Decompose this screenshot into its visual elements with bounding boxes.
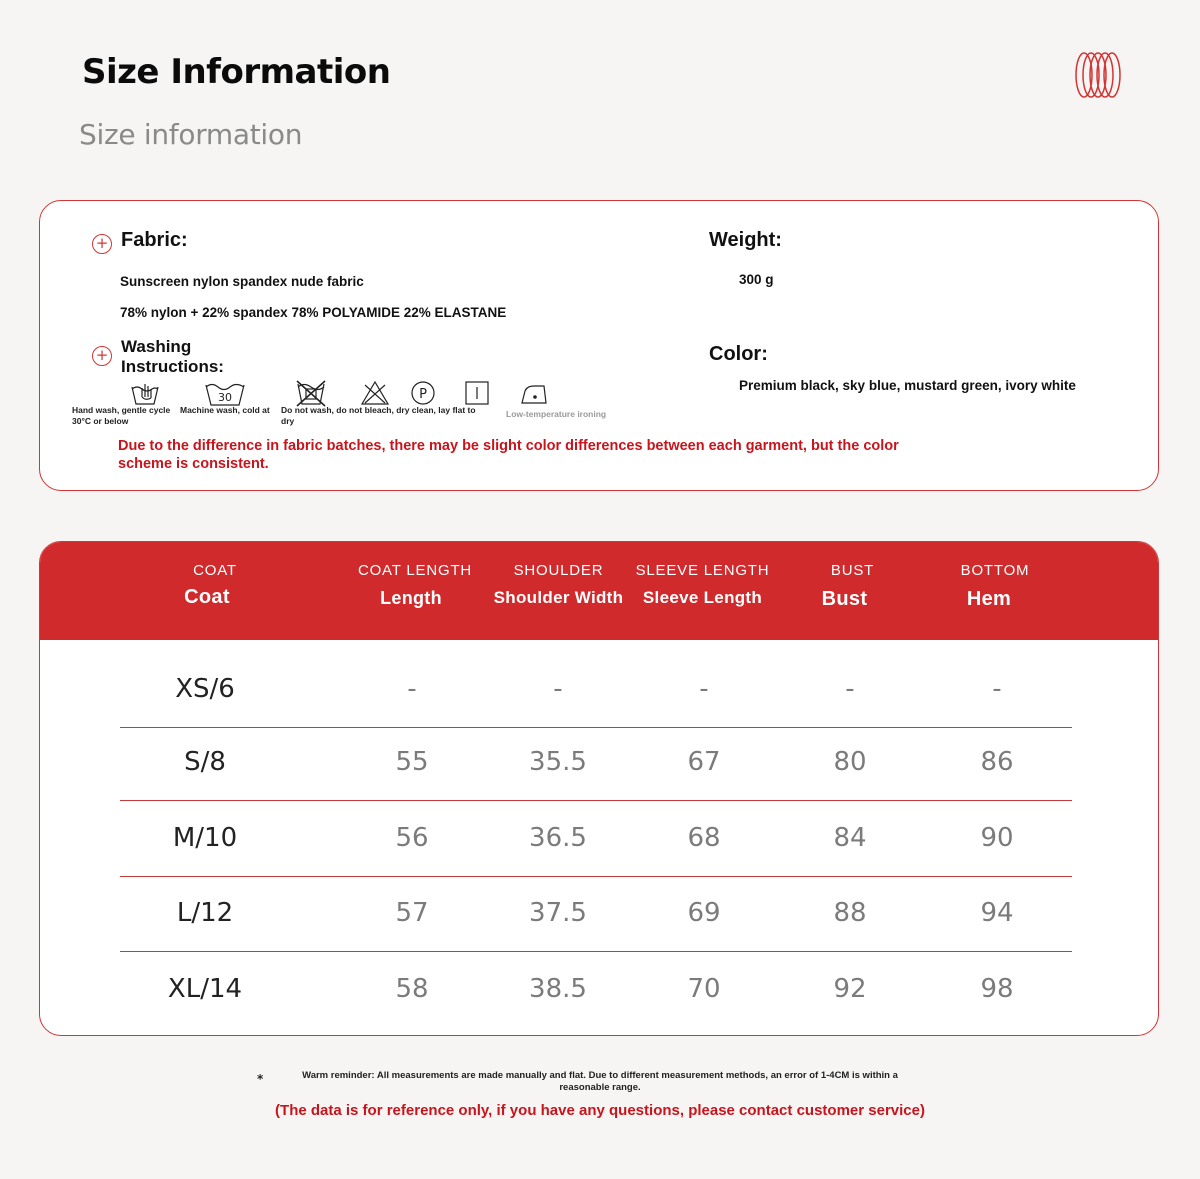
- length-cell: 57: [395, 898, 429, 928]
- column-header-coat: COAT Coat: [184, 562, 237, 608]
- fabric-label: Fabric:: [121, 229, 188, 251]
- bust-cell: 88: [833, 898, 867, 928]
- plus-circle-icon: +: [92, 346, 112, 366]
- table-row: [120, 650, 1072, 728]
- page-subtitle: Size information: [79, 118, 303, 151]
- sleeve-cell: 70: [687, 974, 721, 1004]
- rings-icon: [1073, 50, 1123, 100]
- hand-wash-caption: Hand wash, gentle cycle 30°C or below: [72, 405, 171, 426]
- column-header-shoulder: SHOULDER Shoulder Width: [493, 562, 624, 607]
- size-cell: M/10: [172, 823, 238, 853]
- shoulder-cell: 37.5: [529, 898, 587, 928]
- length-cell: 56: [395, 823, 429, 853]
- size-cell: L/12: [176, 898, 234, 928]
- table-row: [120, 799, 1072, 877]
- color-label: Color:: [709, 343, 768, 365]
- fabric-composition: 78% nylon + 22% spandex 78% POLYAMIDE 22% ELASTANE: [120, 305, 507, 320]
- weight-label: Weight:: [709, 229, 782, 251]
- bust-cell: -: [845, 674, 855, 704]
- column-header-sleeve: SLEEVE LENGTH Sleeve Length: [635, 562, 770, 607]
- page-title: Size Information: [82, 52, 391, 92]
- svg-text:30: 30: [218, 391, 232, 404]
- sleeve-cell: 67: [687, 747, 721, 777]
- fabric-description: Sunscreen nylon spandex nude fabric: [120, 274, 364, 289]
- shoulder-cell: -: [553, 674, 563, 704]
- plus-circle-icon: +: [92, 234, 112, 254]
- measurement-reminder: Warm reminder: All measurements are made manually and flat. Due to different measurement methods, an error of 1-4CM is within a reasonable range.: [302, 1070, 898, 1093]
- column-header-hem: BOTTOM Hem: [960, 562, 1030, 610]
- lay-flat-dry-icon: [462, 379, 492, 407]
- table-row: [120, 874, 1072, 952]
- table-row: [120, 950, 1072, 1028]
- machine-wash-30-icon: [204, 379, 246, 407]
- size-cell: S/8: [184, 747, 226, 777]
- hand-wash-icon: [128, 379, 162, 407]
- contact-note: (The data is for reference only, if you have any questions, please contact customer service): [275, 1102, 925, 1119]
- do-not-wash-icon: [294, 379, 328, 407]
- size-cell: XS/6: [175, 674, 235, 704]
- bust-cell: 92: [833, 974, 867, 1004]
- column-header-bust: BUST Bust: [821, 562, 875, 610]
- washing-icons: [72, 379, 672, 429]
- bust-cell: 80: [833, 747, 867, 777]
- sleeve-cell: -: [699, 674, 709, 704]
- length-cell: -: [407, 674, 417, 704]
- do-not-bleach-icon: [358, 379, 392, 407]
- size-table-header: [40, 542, 1158, 640]
- color-value: Premium black, sky blue, mustard green, ivory white: [739, 378, 1076, 393]
- color-difference-notice: Due to the difference in fabric batches, there may be slight color differences between each garment, but the color scheme is consistent.: [118, 438, 899, 472]
- size-cell: XL/14: [167, 974, 243, 1004]
- hem-cell: 90: [980, 823, 1014, 853]
- column-header-length: COAT LENGTH Length: [357, 562, 473, 608]
- weight-value: 300 g: [739, 272, 774, 287]
- svg-text:P: P: [419, 387, 427, 402]
- washing-label: Washing Instructions:: [121, 337, 224, 376]
- footer-asterisk: *: [257, 1072, 264, 1086]
- machine-wash-caption: Machine wash, cold at: [180, 405, 270, 415]
- sleeve-cell: 69: [687, 898, 721, 928]
- length-cell: 55: [395, 747, 429, 777]
- hem-cell: -: [992, 674, 1002, 704]
- hem-cell: 98: [980, 974, 1014, 1004]
- size-table: [39, 541, 1159, 1036]
- bust-cell: 84: [833, 823, 867, 853]
- machine-wash-caption-2: 30°C or below: [72, 416, 129, 426]
- length-cell: 58: [395, 974, 429, 1004]
- shoulder-cell: 35.5: [529, 747, 587, 777]
- do-not-wash-caption: Do not wash, do not bleach, dry clean, lay flat to dry: [281, 405, 476, 426]
- fabric-info-card: [39, 200, 1159, 491]
- hem-cell: 86: [980, 747, 1014, 777]
- shoulder-cell: 38.5: [529, 974, 587, 1004]
- low-temperature-iron-caption: Low-temperature ironing: [506, 409, 607, 419]
- sleeve-cell: 68: [687, 823, 721, 853]
- hem-cell: 94: [980, 898, 1014, 928]
- dry-clean-p-icon: [408, 379, 438, 407]
- table-row: [120, 723, 1072, 801]
- low-temperature-iron-icon: [518, 379, 552, 407]
- shoulder-cell: 36.5: [529, 823, 587, 853]
